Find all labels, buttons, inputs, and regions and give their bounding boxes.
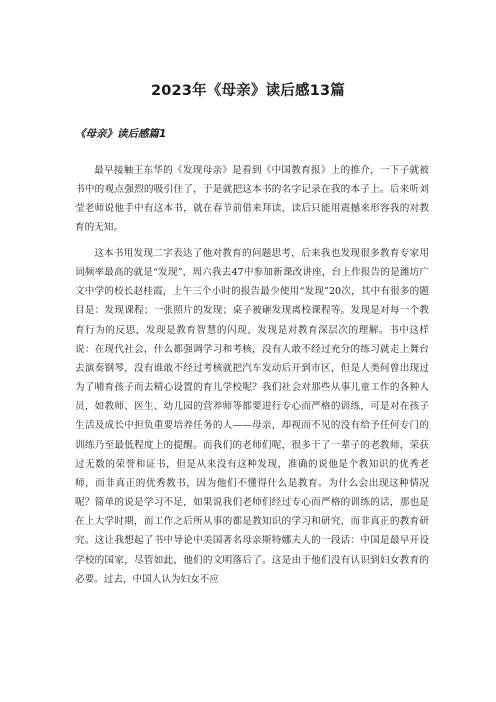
body-paragraph: 这本书用发现二字表达了他对教育的问题思考，后来我也发现很多教育专家用词频率最高的就是“发现”，周六我去47中参加新课改讲座，台上作报告的是潍坊广文中学的校长赵桂霞，上午三个小时的报告最少使用“发现”20次，其中有很多的题目是：发现课程；一张照片的发现；桌子被砸发现离校课程等。发现是对每一个教育行为的反思，发现是教育智慧的闪现、发现是对教育深层次的理解。书中这样说：在现代社会，什么都强调学习和考核，没有人敢不经过充分的练习就走上舞台去演奏钢琴，没有谁敢不经过考核就把汽车发动后开到市区，但是人类何曾出现过为了哺育孩子而去精心设置的育儿学校呢？我们社会对那些从事儿童工作的各种人员，如教师、医生、幼儿园的营养师等都要进行专心而严格的训练，可是对在孩子生活及成长中担负重要培养任务的人——母亲，却视而不见的没有给予任何专门的训练乃至最低程度上的提醒。而我们的老师们呢，很多干了一辈子的老教师，荣获过无数的荣誉和证书，但是从来没有这种发现，准确的说他是个教知识的优秀老师，而非真正的优秀教书，因为他们不懂得什么是教育。为什么会出现这种情况呢？简单的说是学习不足，如果说我们老师们经过专心而严格的训练的话，那也是在上大学时期，而工作之后所从事的都是教知识的学习和研究，而非真正的教育研究。这让我想起了书中导论中美国著名母亲斯特娜夫人的一段话：中国是最早开设学校的国家，尽管如此，他们的文明落后了。这是由于他们没有认识到妇女教育的必要。过去，中国人认为妇女不应 — [75, 248, 429, 585]
document-title: 2023年《母亲》读后感13篇 — [150, 83, 346, 99]
body-paragraph: 最早接触王东华的《发现母亲》是看到《中国教育报》上的推介，一下子就被书中的观点强烈的吸引住了，于是就把这本书的名字记录在我的本子上。后来听刘莹老师说他手中有这本书，就在春节前借来拜读，读后只能用震撼来形容我的对教育的无知。 — [75, 165, 429, 234]
section-heading: 《母亲》读后感篇1 — [75, 128, 167, 140]
